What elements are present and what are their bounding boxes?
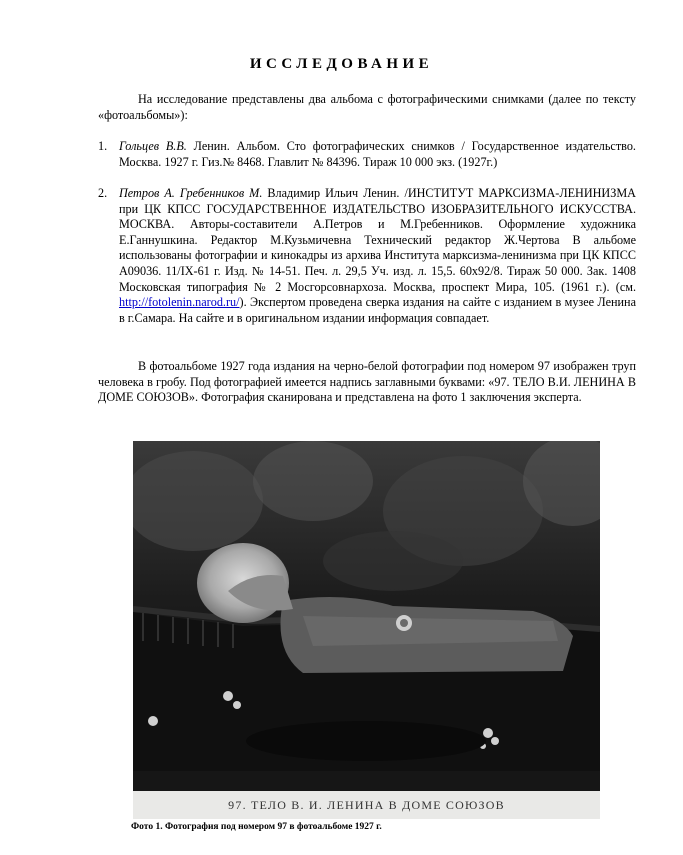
figure-caption: Фото 1. Фотография под номером 97 в фотоальбоме 1927 г. <box>131 822 382 832</box>
list-item-text: Ленин. Альбом. Сто фотографических снимков / Государственное издательство. Москва. 1927 г. Гиз.№ 8468. Главлит № 84396. Тираж 10 000 экз. (1927г.) <box>119 139 636 169</box>
description-text: В фотоальбоме 1927 года издания на черно-белой фотографии под номером 97 изображен труп человека в гробу. Под фотографией имеется надпись заглавными буквами: «97. ТЕЛО В.И. ЛЕНИНА В ДОМЕ СОЮЗОВ». Фотография сканирована и представлена на фото 1 заключения эксперта. <box>98 359 636 405</box>
list-item <box>98 186 636 326</box>
list-item <box>98 139 636 170</box>
list-number: 1. <box>98 139 108 153</box>
description-paragraph <box>98 359 636 406</box>
intro-paragraph <box>98 92 636 123</box>
intro-text: На исследование представлены два альбома с фотографическими снимками (далее по тексту «фотоальбомы»): <box>98 92 636 122</box>
list-item-text: Владимир Ильич Ленин. /ИНСТИТУТ МАРКСИЗМА-ЛЕНИНИЗМА при ЦК КПСС ГОСУДАРСТВЕННОЕ ИЗДАТЕЛЬСТВО ИЗОБРАЗИТЕЛЬНОГО ИСКУССТВА. МОСКВА. Авторы-составители А.Петров и М.Гребенников. Оформление художника Е.Ганнушкина. Редактор М.Кузьмичевна Технический редактор Ж.Чертова В альбоме использованы фотографии и кинокадры из архива Института марксизма-ленинизма при ЦК КПСС А09036. 11/IX-61 г. Изд. № 14-51. Печ. л. 29,5 Уч. изд. л. 15,5. 60х92/8. Тираж 50 000. Зак. 1408 Московская типография № 2 Мосгорсовнархоза. Москва, проспект Мира, 105. (1961 г.). (см. <box>119 186 636 294</box>
list-number: 2. <box>98 186 108 200</box>
list-item-text-end: ). Экспертом проведена сверка издания на сайте с изданием в музее Ленина в г.Самара. На сайте и в оригинальном издании информация совпадает. <box>119 295 636 325</box>
page-title: ИССЛЕДОВАНИЕ <box>249 56 434 72</box>
source-link[interactable]: http://fotolenin.narod.ru/ <box>119 295 240 310</box>
photo-caption: 97. ТЕЛО В. И. ЛЕНИНА В ДОМЕ СОЮЗОВ <box>133 791 600 819</box>
author-name: Гольцев В.В. <box>119 139 187 153</box>
photo-image <box>133 441 600 791</box>
archival-photo <box>133 441 600 819</box>
author-name: Петров А. Гребенников М. <box>119 186 263 200</box>
